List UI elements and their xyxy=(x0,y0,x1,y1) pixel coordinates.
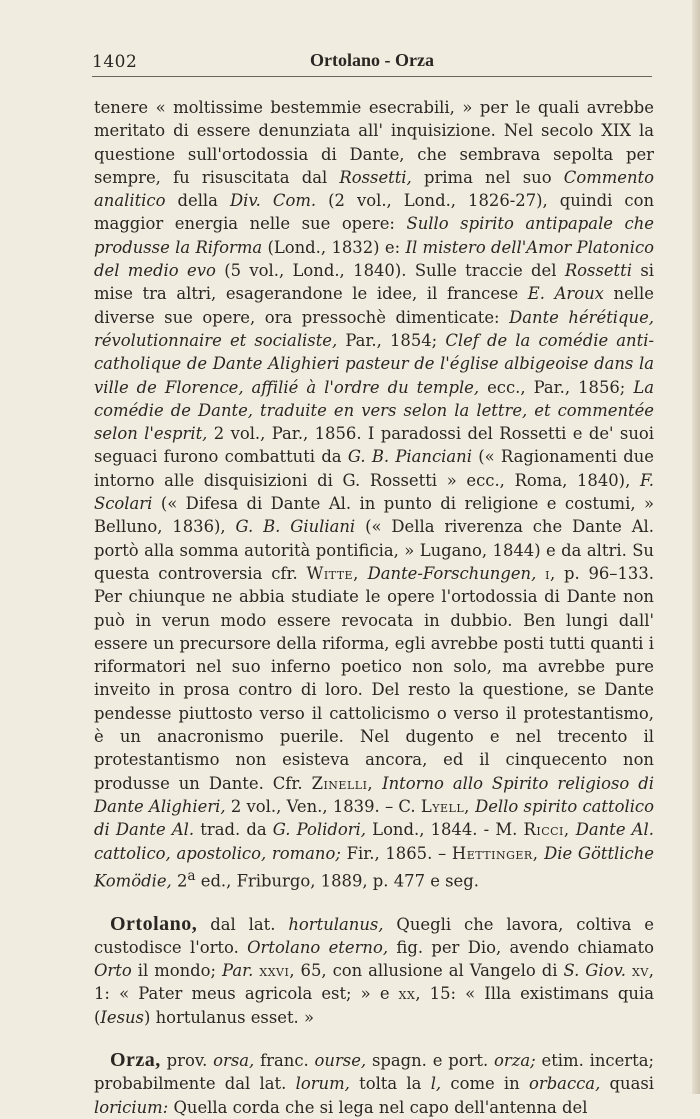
page-edge xyxy=(692,0,700,1094)
page-number: 1402 xyxy=(92,52,138,72)
entry-orza: Orza, prov. orsa, franc. ourse, spagn. e port. orza; etim. incerta; probabilmente dal lat. lorum, tolta la l, come in orbacca, quasi loricium: Quella corda che si lega nel capo dell'antenna del xyxy=(94,1049,655,1117)
running-title: Ortolano - Orza xyxy=(310,50,434,70)
page-header xyxy=(92,46,652,80)
headword: Ortolano, xyxy=(110,912,198,935)
headword: Orza, xyxy=(110,1049,161,1072)
body-text xyxy=(94,96,654,1119)
entry-ortolano: Ortolano, dal lat. hortulanus, Quegli che lavora, coltiva e custodisce l'orto. Ortolano eterno, fig. per Dio, avendo chiamato Orto il mondo; Par. xxvi, 65, con allusione al Vangelo di S. Giov. xv, 1: « Pater meus agricola est; » e xx, 15: « Illa existimans quia (Iesus) hortulanus esset. » xyxy=(94,912,655,1027)
header-rule xyxy=(92,76,652,77)
continuation-paragraph: tenere « moltissime bestemmie esecrabili, » per le quali avrebbe meritato di essere denunziata all' inquisizione. Nel secolo XIX la questione sull'ortodossia di Dante, che sembrava sepolta per sempre, fu risuscitata dal Rossetti, prima nel suo Commento analitico della Div. Com. (2 vol., Lond., 1826-27), quindi con maggior energia nelle sue opere: Sullo spirito antipapale che produsse la Riforma (Lond., 1832) e: Il mistero dell'Amor Platonico del medio evo (5 vol., Lond., 1840). Sulle traccie del Rossetti si mise tra altri, esagerandone le idee, il francese E. Aroux nelle diverse sue opere, ora pressochè dimenticate: Dante hérétique, révolutionnaire et socialiste, Par., 1854; Clef de la comédie anti-catholique de Dante Alighieri pasteur de l'église albigeoise dans la ville de Florence, affilié à l'ordre du temple, ecc., Par., 1856; La comédie de Dante, traduite en vers selon la lettre, et commentée selon l'esprit, 2 vol., Par., 1856. I paradossi del Rossetti e de' suoi seguaci furono combattuti da G. B. Pianciani (« Ragionamenti due intorno alle disquisizioni di G. Rossetti » ecc., Roma, 1840), F. Scolari (« Difesa di Dante Al. in punto di religione e costumi, » Belluno, 1836), G. B. Giuliani (« Della riverenza che Dante Al. portò alla somma autorità pontificia, » Lugano, 1844) e da altri. Su questa controversia cfr. Witte, Dante-Forschungen, i, p. 96–133. Per chiunque ne abbia studiate le opere l'ortodossia di Dante non può in verun modo essere revocata in dubbio. Ben lungi dall' essere un precursore della riforma, egli avrebbe posti tutti quanti i riformatori nel suo inferno poetico non solo, ma avrebbe pure inveito in prosa contro di loro. Del resto la questione, se Dante pendesse piuttosto verso il cattolicismo o verso il protestantismo, è un anacronismo puerile. Nel dugento e nel trecento il protestantismo non esisteva ancora, ed il cinquecento non produsse un Dante. Cfr. Zinelli, Intorno allo Spirito religioso di Dante Alighieri, 2 vol., Ven., 1839. – C. Lyell, Dello spirito cattolico di Dante Al. trad. da G. Polidori, Lond., 1844. - M. Ricci, Dante Al. cattolico, apostolico, romano; Fir., 1865. – Hettinger, Die Göttliche Komödie, 2$^a$ ed., Friburgo, 1889, p. 477 e seg. xyxy=(94,98,655,891)
